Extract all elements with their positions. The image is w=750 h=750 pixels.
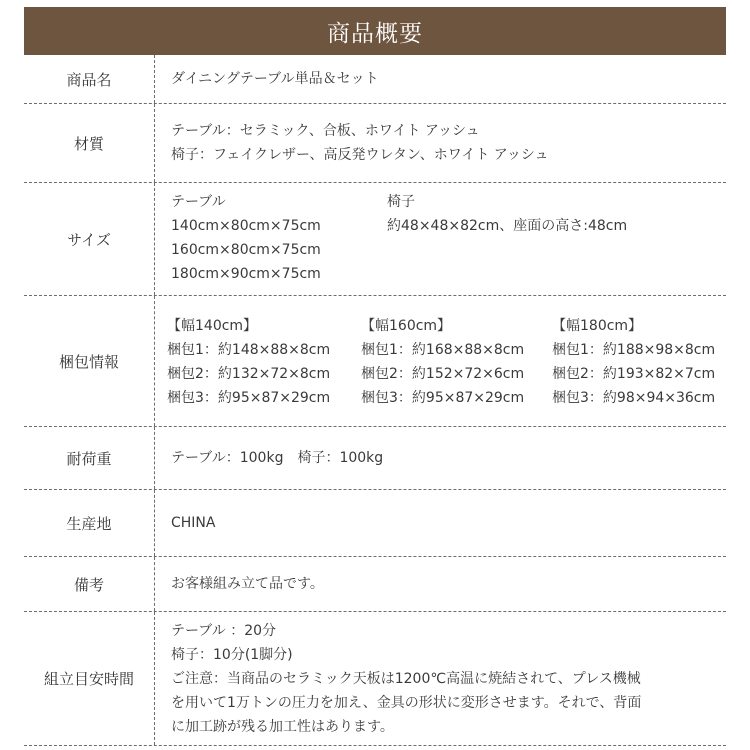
- packing-line: 梱包2：約132×72×8cm: [167, 366, 331, 382]
- packing-line: 梱包3：約95×87×29cm: [167, 390, 331, 406]
- column-divider: [154, 104, 155, 182]
- assembly-line: 椅子：10分(1脚分): [171, 646, 293, 663]
- row-label-load: 耐荷重: [66, 449, 112, 468]
- packing-column-140: [167, 314, 330, 410]
- assembly-line: に加工跡が残る加工性はあります。: [171, 718, 394, 735]
- packing-title: 【幅140cm】: [167, 318, 258, 334]
- row-label-material: 材質: [73, 134, 104, 153]
- packing-line: 梱包1：約168×88×8cm: [361, 342, 525, 358]
- row-value-assembly: [171, 612, 726, 745]
- row-load-capacity: [24, 427, 726, 490]
- row-packing: [24, 296, 726, 427]
- packing-title: 【幅180cm】: [552, 318, 643, 334]
- column-divider: [154, 557, 155, 611]
- column-divider: [154, 183, 155, 295]
- row-value-product-name: [171, 55, 726, 103]
- row-label-origin: 生産地: [66, 514, 112, 533]
- row-value-size: [171, 183, 726, 295]
- row-label-packing: 梱包情報: [58, 352, 119, 371]
- assembly-line: ご注意：当商品のセラミック天板は1200℃高温に焼結されて、プレス機械: [171, 670, 641, 687]
- column-divider: [154, 296, 155, 426]
- row-material: [24, 104, 726, 183]
- row-origin: [24, 490, 726, 557]
- product-name-text: ダイニングテーブル単品＆セット: [171, 71, 379, 87]
- packing-title: 【幅160cm】: [361, 318, 452, 334]
- column-divider: [154, 427, 155, 489]
- row-label-product-name: 商品名: [66, 70, 112, 89]
- notes-text: お客様組み立て品です。: [171, 576, 324, 592]
- section-title: 商品概要: [327, 20, 423, 47]
- row-label-notes: 備考: [73, 575, 104, 594]
- packing-column-160: [361, 314, 524, 410]
- size-table-column: [171, 190, 321, 286]
- row-notes: [24, 557, 726, 612]
- section-header: [24, 7, 726, 55]
- assembly-line: テーブル ：20分: [171, 622, 277, 639]
- row-value-material: [171, 104, 726, 182]
- column-divider: [154, 490, 155, 556]
- packing-line: 梱包2：約152×72×6cm: [361, 366, 525, 382]
- size-table-line: 180cm×90cm×75cm: [171, 266, 321, 282]
- packing-column-180: [552, 314, 715, 410]
- size-chair-title: 椅子: [387, 194, 415, 210]
- row-size: [24, 183, 726, 296]
- size-table-title: テーブル: [171, 194, 226, 210]
- size-chair-column: [387, 190, 627, 238]
- product-summary-table: [24, 55, 726, 746]
- size-table-line: 140cm×80cm×75cm: [171, 218, 321, 234]
- packing-line: 梱包3：約95×87×29cm: [361, 390, 525, 406]
- material-line: テーブル：セラミック、合板、ホワイト アッシュ: [171, 123, 480, 139]
- material-line: 椅子：フェイクレザー、高反発ウレタン、ホワイト アッシュ: [171, 147, 549, 163]
- packing-line: 梱包3：約98×94×36cm: [552, 390, 716, 406]
- row-assembly-time: [24, 612, 726, 746]
- row-value-notes: [171, 557, 726, 611]
- packing-line: 梱包1：約148×88×8cm: [167, 342, 331, 358]
- origin-text: CHINA: [171, 515, 216, 531]
- row-value-packing: [167, 296, 726, 426]
- column-divider: [154, 55, 155, 103]
- size-table-line: 160cm×80cm×75cm: [171, 242, 321, 258]
- load-text: テーブル：100kg 椅子：100kg: [171, 450, 384, 466]
- row-product-name: [24, 55, 726, 104]
- packing-line: 梱包1：約188×98×8cm: [552, 342, 716, 358]
- assembly-line: を用いて1万トンの圧力を加え、金具の形状に変形させます。それで、背面: [171, 694, 642, 711]
- row-label-size: サイズ: [67, 230, 111, 249]
- column-divider: [154, 612, 155, 745]
- size-chair-line: 約48×48×82cm、座面の高さ:48cm: [387, 218, 628, 234]
- row-value-load: [171, 427, 726, 489]
- row-value-origin: [171, 490, 726, 556]
- row-label-assembly: 組立目安時間: [43, 670, 134, 688]
- packing-line: 梱包2：約193×82×7cm: [552, 366, 716, 382]
